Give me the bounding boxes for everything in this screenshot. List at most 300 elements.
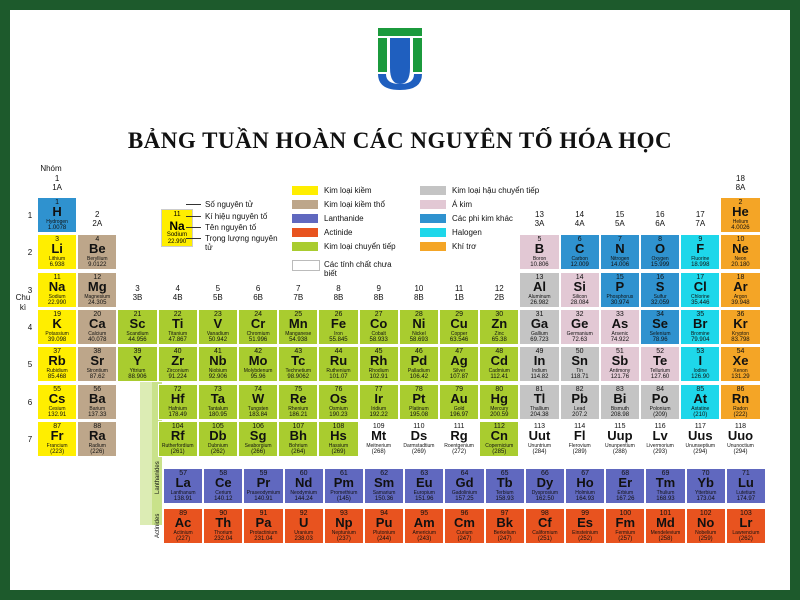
element-symbol: La: [175, 475, 191, 490]
element-cell-in[interactable]: [519, 346, 559, 382]
element-cell-y[interactable]: [117, 346, 157, 382]
atomic-number: 97: [500, 510, 509, 517]
atomic-mass: 58.933: [369, 336, 388, 343]
atomic-number: 62: [380, 470, 388, 477]
legend-label: Khí trơ: [452, 242, 477, 251]
atomic-mass: (284): [532, 448, 547, 455]
element-symbol: Cd: [490, 353, 508, 369]
atomic-mass: (262): [738, 536, 753, 542]
element-cell-s[interactable]: [640, 272, 680, 308]
atomic-number: 76: [334, 385, 343, 393]
element-cell-th[interactable]: [203, 508, 243, 544]
element-cell-ac[interactable]: [163, 508, 203, 544]
element-cell-uus[interactable]: [680, 421, 720, 457]
element-cell-ds[interactable]: [399, 421, 439, 457]
element-cell-fe[interactable]: [318, 309, 358, 345]
atomic-number: 61: [339, 470, 348, 477]
atomic-number: 115: [614, 422, 626, 430]
element-cell-hf[interactable]: [158, 384, 198, 420]
element-name: Phosphorus: [606, 293, 634, 300]
element-cell-b[interactable]: [519, 234, 559, 270]
atomic-mass: 196.97: [449, 411, 469, 418]
atomic-mass: (222): [733, 411, 748, 418]
atomic-mass: 47.867: [168, 336, 187, 343]
element-cell-eu[interactable]: [404, 468, 444, 504]
element-name: Lawrencium: [732, 530, 760, 536]
element-cell-na[interactable]: [37, 272, 77, 308]
atomic-number: 48: [495, 348, 504, 356]
element-symbol: P: [615, 278, 625, 294]
element-symbol: Sc: [129, 315, 146, 331]
atomic-number: 51: [615, 348, 624, 356]
element-symbol: Nd: [295, 475, 313, 490]
element-cell-am[interactable]: [404, 508, 444, 544]
atomic-mass: (262): [210, 448, 225, 455]
element-cell-mg[interactable]: [77, 272, 117, 308]
element-cell-br[interactable]: [680, 309, 720, 345]
atomic-mass: 174.97: [736, 496, 756, 502]
group-number: 5: [215, 284, 221, 293]
element-symbol: Es: [577, 515, 594, 530]
atomic-mass: (269): [331, 448, 346, 455]
element-cell-tc[interactable]: [278, 346, 318, 382]
atomic-mass: (269): [411, 448, 426, 455]
atomic-number: 4: [95, 236, 100, 244]
atomic-mass: (293): [653, 448, 668, 455]
element-cell-re[interactable]: [278, 384, 318, 420]
element-cell-cm[interactable]: [444, 508, 484, 544]
element-name: Krypton: [731, 330, 750, 337]
element-symbol: Hf: [170, 390, 185, 406]
element-name: Fermium: [615, 530, 636, 536]
element-name: Neon: [734, 256, 747, 263]
element-cell-hs[interactable]: [318, 421, 358, 457]
element-cell-rg[interactable]: [439, 421, 479, 457]
element-cell-co[interactable]: [359, 309, 399, 345]
element-symbol: Cr: [250, 315, 266, 331]
element-cell-rf[interactable]: [158, 421, 198, 457]
element-cell-kr[interactable]: [720, 309, 760, 345]
element-cell-pu[interactable]: [364, 508, 404, 544]
element-cell-rn[interactable]: [720, 384, 760, 420]
atomic-mass: (294): [733, 448, 748, 455]
element-symbol: Li: [51, 241, 63, 257]
element-name: Platinum: [409, 405, 429, 412]
atomic-mass: (223): [50, 448, 65, 455]
element-cell-po[interactable]: [640, 384, 680, 420]
element-name: Polonium: [649, 405, 671, 412]
lanthanides-label: Lanthanides: [155, 461, 161, 494]
element-cell-tm[interactable]: [645, 468, 685, 504]
element-cell-f[interactable]: [680, 234, 720, 270]
element-cell-md[interactable]: [645, 508, 685, 544]
element-cell-he[interactable]: [720, 197, 760, 233]
group-number: 3: [135, 284, 140, 293]
element-cell-pr[interactable]: [243, 468, 283, 504]
atomic-mass: 114.82: [530, 374, 549, 381]
element-name: Seaborgium: [244, 442, 272, 449]
element-cell-zn[interactable]: [479, 309, 519, 345]
element-cell-fr[interactable]: [37, 421, 77, 457]
atomic-number: 87: [53, 422, 61, 430]
element-cell-ce[interactable]: [203, 468, 243, 504]
atomic-mass: (145): [336, 496, 351, 502]
element-name: Osmium: [329, 405, 348, 412]
element-cell-dy[interactable]: [525, 468, 565, 504]
element-cell-bk[interactable]: [485, 508, 525, 544]
element-cell-k[interactable]: [37, 309, 77, 345]
element-cell-h[interactable]: [37, 197, 77, 233]
atomic-mass: 167.26: [616, 496, 635, 502]
element-name: Nickel: [412, 330, 426, 337]
element-cell-fm[interactable]: [605, 508, 645, 544]
element-name: Zinc: [494, 330, 504, 337]
element-symbol: Rb: [48, 353, 66, 369]
atomic-number: 106: [252, 422, 264, 430]
element-symbol: Pm: [333, 475, 354, 490]
atomic-mass: 85.468: [47, 374, 67, 381]
element-symbol: Hs: [330, 427, 347, 443]
element-cell-ne[interactable]: [720, 234, 760, 270]
atomic-mass: (247): [497, 536, 512, 542]
element-name: Aluminum: [528, 293, 551, 300]
element-symbol: Sg: [249, 427, 267, 443]
element-cell-al[interactable]: [519, 272, 559, 308]
atomic-mass: 72.63: [572, 336, 588, 343]
element-name: Samarium: [372, 490, 396, 496]
element-cell-uuo[interactable]: [720, 421, 760, 457]
element-cell-uup[interactable]: [600, 421, 640, 457]
element-name: Dubnium: [207, 442, 228, 449]
element-cell-er[interactable]: [605, 468, 645, 504]
element-cell-pd[interactable]: [399, 346, 439, 382]
atomic-number: 44: [334, 348, 343, 356]
element-cell-cr[interactable]: [238, 309, 278, 345]
element-name: Berkelium: [493, 530, 516, 536]
element-cell-bi[interactable]: [600, 384, 640, 420]
group-number: 10: [414, 284, 424, 293]
legend-label: Kim loại hậu chuyển tiếp: [452, 186, 540, 195]
element-name: Neptunium: [331, 530, 356, 536]
atomic-number: 42: [254, 348, 262, 356]
atomic-number: 118: [734, 422, 747, 430]
atomic-number: 39: [133, 348, 142, 356]
atomic-number: 110: [413, 422, 425, 430]
atomic-mass: 58.693: [409, 336, 429, 343]
atomic-mass: 44.956: [128, 336, 147, 343]
group-number: 15: [615, 210, 625, 219]
element-cell-i[interactable]: [680, 346, 720, 382]
atomic-mass: 118.71: [570, 374, 589, 381]
key-name: Tên nguyên tố: [205, 223, 257, 232]
atomic-mass: (244): [377, 536, 392, 542]
element-cell-cn[interactable]: [479, 421, 519, 457]
element-cell-no[interactable]: [686, 508, 726, 544]
element-cell-ra[interactable]: [77, 421, 117, 457]
element-cell-tb[interactable]: [485, 468, 525, 504]
group-subgroup: 5B: [212, 293, 223, 302]
element-cell-rb[interactable]: [37, 346, 77, 382]
element-cell-at[interactable]: [680, 384, 720, 420]
atomic-number: 41: [213, 348, 222, 356]
element-symbol: Rf: [170, 427, 185, 443]
element-name: Rhodium: [368, 368, 389, 375]
element-cell-sb[interactable]: [600, 346, 640, 382]
element-cell-ti[interactable]: [158, 309, 198, 345]
group-number: 1: [54, 174, 60, 183]
element-symbol: Uus: [688, 427, 713, 443]
element-symbol: In: [533, 353, 546, 369]
group-number: 2: [95, 210, 100, 219]
element-symbol: Sn: [571, 353, 588, 369]
element-symbol: Zn: [491, 315, 508, 331]
atomic-mass: 78.96: [652, 336, 668, 343]
element-cell-ta[interactable]: [198, 384, 238, 420]
element-cell-xe[interactable]: [720, 346, 760, 382]
atomic-mass: 168.93: [656, 496, 675, 502]
element-name: Iron: [334, 330, 343, 337]
element-cell-mt[interactable]: [359, 421, 399, 457]
group-subgroup: 2A: [92, 219, 103, 228]
group-number: 14: [575, 210, 585, 219]
element-cell-cl[interactable]: [680, 272, 720, 308]
element-symbol: Po: [651, 390, 669, 406]
element-cell-tl[interactable]: [519, 384, 559, 420]
atomic-mass: 63.546: [449, 336, 469, 343]
element-name: Copernicium: [485, 442, 514, 449]
element-cell-ar[interactable]: [720, 272, 760, 308]
key-atomic-number: Số nguyên tử: [205, 200, 254, 209]
group-subgroup: 8B: [373, 293, 384, 302]
legend-label: Kim loại kiềm: [324, 186, 372, 195]
element-name: Chromium: [246, 330, 270, 337]
period-header-label: Chu kì: [15, 293, 31, 312]
legend-label: Kim loại kiềm thổ: [324, 200, 385, 209]
atomic-mass: 54.938: [289, 336, 308, 343]
element-symbol: Ta: [210, 390, 225, 406]
element-cell-nd[interactable]: [284, 468, 324, 504]
atomic-mass: 126.90: [691, 374, 710, 381]
element-cell-au[interactable]: [439, 384, 479, 420]
element-cell-u[interactable]: [284, 508, 324, 544]
element-symbol: Ac: [174, 515, 192, 530]
element-cell-ho[interactable]: [565, 468, 605, 504]
element-name: Flerovium: [568, 442, 591, 449]
element-name: Uranium: [294, 530, 314, 536]
period-number-5: 5: [27, 360, 33, 370]
element-cell-la[interactable]: [163, 468, 203, 504]
atomic-mass: 22.990: [47, 299, 67, 306]
element-cell-np[interactable]: [324, 508, 364, 544]
element-cell-bh[interactable]: [278, 421, 318, 457]
element-cell-pb[interactable]: [560, 384, 600, 420]
element-cell-cu[interactable]: [439, 309, 479, 345]
atomic-mass: 102.91: [369, 374, 388, 381]
atomic-number: 28: [414, 310, 423, 318]
period-number-7: 7: [27, 434, 33, 444]
element-cell-rh[interactable]: [359, 346, 399, 382]
element-symbol: Tm: [655, 475, 676, 490]
atomic-mass: 137.33: [88, 411, 107, 418]
element-name: Lanthanum: [170, 490, 196, 496]
atomic-number: 65: [500, 470, 509, 477]
legend-label: Lanthanide: [324, 214, 364, 223]
element-cell-be[interactable]: [77, 234, 117, 270]
legend-label: Kim loại chuyển tiếp: [324, 242, 396, 251]
atomic-number: 75: [294, 385, 303, 393]
atomic-number: 46: [414, 348, 423, 356]
atomic-number: 21: [133, 310, 142, 318]
atomic-mass: 138.91: [173, 496, 193, 502]
atomic-mass: 200.59: [490, 411, 509, 418]
element-name: Francium: [46, 442, 68, 449]
element-name: Tin: [576, 368, 584, 375]
element-symbol: Uuo: [727, 427, 754, 443]
atomic-number: 22: [173, 310, 182, 318]
element-symbol: Ba: [88, 390, 106, 406]
atomic-mass: 192.22: [369, 411, 388, 418]
element-cell-ir[interactable]: [359, 384, 399, 420]
atomic-mass: (268): [371, 448, 386, 455]
element-cell-pa[interactable]: [243, 508, 283, 544]
atomic-mass: (252): [578, 536, 593, 542]
element-symbol: Os: [329, 390, 348, 406]
atomic-number: 70: [701, 470, 710, 477]
atomic-number: 1: [55, 199, 60, 206]
legend-label: Actinide: [324, 228, 353, 237]
atomic-mass: 40.078: [88, 336, 107, 343]
element-cell-ag[interactable]: [439, 346, 479, 382]
atomic-number: 98: [540, 510, 549, 517]
element-cell-os[interactable]: [318, 384, 358, 420]
element-cell-ru[interactable]: [318, 346, 358, 382]
element-cell-si[interactable]: [560, 272, 600, 308]
atomic-mass: 35.446: [691, 299, 710, 306]
group-subgroup: 1A: [52, 183, 62, 192]
atomic-number: 55: [53, 385, 61, 393]
element-cell-te[interactable]: [640, 346, 680, 382]
atomic-number: 9: [698, 236, 703, 244]
element-cell-se[interactable]: [640, 309, 680, 345]
element-name: Gadolinium: [451, 490, 478, 496]
element-cell-lv[interactable]: [640, 421, 680, 457]
element-name: Copper: [450, 330, 468, 337]
atomic-mass: 69.723: [530, 336, 549, 343]
element-symbol: K: [52, 315, 62, 331]
element-cell-ba[interactable]: [77, 384, 117, 420]
element-cell-db[interactable]: [198, 421, 238, 457]
element-cell-ga[interactable]: [519, 309, 559, 345]
element-cell-li[interactable]: [37, 234, 77, 270]
element-cell-cf[interactable]: [525, 508, 565, 544]
element-symbol: Be: [88, 241, 106, 257]
atomic-number: 86: [736, 385, 745, 393]
element-cell-c[interactable]: [560, 234, 600, 270]
atomic-number: 33: [615, 310, 624, 318]
element-symbol: Rg: [450, 427, 468, 443]
atomic-mass: 98.9062: [287, 374, 310, 381]
atomic-number: 116: [654, 422, 666, 430]
atomic-mass: 140.91: [254, 496, 273, 502]
atomic-number: 117: [694, 422, 706, 430]
atomic-mass: 32.059: [650, 299, 670, 306]
element-name: Fluorine: [691, 256, 710, 263]
element-cell-n[interactable]: [600, 234, 640, 270]
element-name: Livermorium: [646, 442, 674, 449]
element-cell-cd[interactable]: [479, 346, 519, 382]
atomic-number: 12: [93, 273, 102, 281]
element-cell-pt[interactable]: [399, 384, 439, 420]
element-cell-mn[interactable]: [278, 309, 318, 345]
element-cell-yb[interactable]: [686, 468, 726, 504]
element-name: Bismuth: [610, 405, 629, 412]
atomic-mass: (288): [612, 448, 627, 455]
element-cell-fl[interactable]: [560, 421, 600, 457]
element-cell-pm[interactable]: [324, 468, 364, 504]
atomic-number: 23: [213, 310, 222, 318]
element-cell-lr[interactable]: [726, 508, 766, 544]
atomic-mass: 204.38: [530, 411, 549, 418]
element-cell-ni[interactable]: [399, 309, 439, 345]
key-mass: Trọng lượng nguyên tử: [205, 234, 278, 252]
element-name: Hafnium: [168, 405, 187, 412]
element-name: Helium: [732, 219, 749, 225]
atomic-number: 79: [455, 385, 463, 393]
atomic-mass: 88.906: [128, 374, 147, 381]
element-cell-ca[interactable]: [77, 309, 117, 345]
element-cell-sn[interactable]: [560, 346, 600, 382]
element-symbol: Eu: [415, 475, 433, 490]
element-symbol: Mg: [87, 278, 107, 294]
atomic-number: 15: [615, 273, 624, 281]
element-symbol: Fl: [573, 427, 586, 443]
element-cell-mo[interactable]: [238, 346, 278, 382]
group-subgroup: 3B: [132, 293, 143, 302]
element-cell-uut[interactable]: [519, 421, 559, 457]
atomic-mass: 144.24: [294, 496, 313, 502]
element-cell-v[interactable]: [198, 309, 238, 345]
element-symbol: Se: [652, 315, 669, 331]
atomic-number: 88: [93, 422, 102, 430]
element-symbol: Db: [209, 427, 227, 443]
element-cell-o[interactable]: [640, 234, 680, 270]
atomic-mass: 131.29: [731, 374, 750, 381]
actinides-label: Actinides: [155, 513, 161, 538]
element-cell-sm[interactable]: [364, 468, 404, 504]
element-cell-p[interactable]: [600, 272, 640, 308]
element-cell-sg[interactable]: [238, 421, 278, 457]
element-cell-nb[interactable]: [198, 346, 238, 382]
element-cell-sc[interactable]: [117, 309, 157, 345]
element-cell-cs[interactable]: [37, 384, 77, 420]
element-cell-as[interactable]: [600, 309, 640, 345]
element-cell-lu[interactable]: [726, 468, 766, 504]
element-cell-ge[interactable]: [560, 309, 600, 345]
element-name: Xenon: [733, 368, 748, 375]
element-symbol: Cu: [450, 315, 468, 331]
element-cell-es[interactable]: [565, 508, 605, 544]
element-cell-zr[interactable]: [158, 346, 198, 382]
atomic-number: 52: [656, 348, 664, 356]
element-cell-sr[interactable]: [77, 346, 117, 382]
group-number: 13: [535, 210, 544, 219]
element-symbol: Ir: [374, 390, 384, 406]
element-cell-hg[interactable]: [479, 384, 519, 420]
element-cell-gd[interactable]: [444, 468, 484, 504]
element-name: Palladium: [407, 368, 430, 375]
element-cell-w[interactable]: [238, 384, 278, 420]
element-symbol: Zr: [171, 353, 185, 369]
